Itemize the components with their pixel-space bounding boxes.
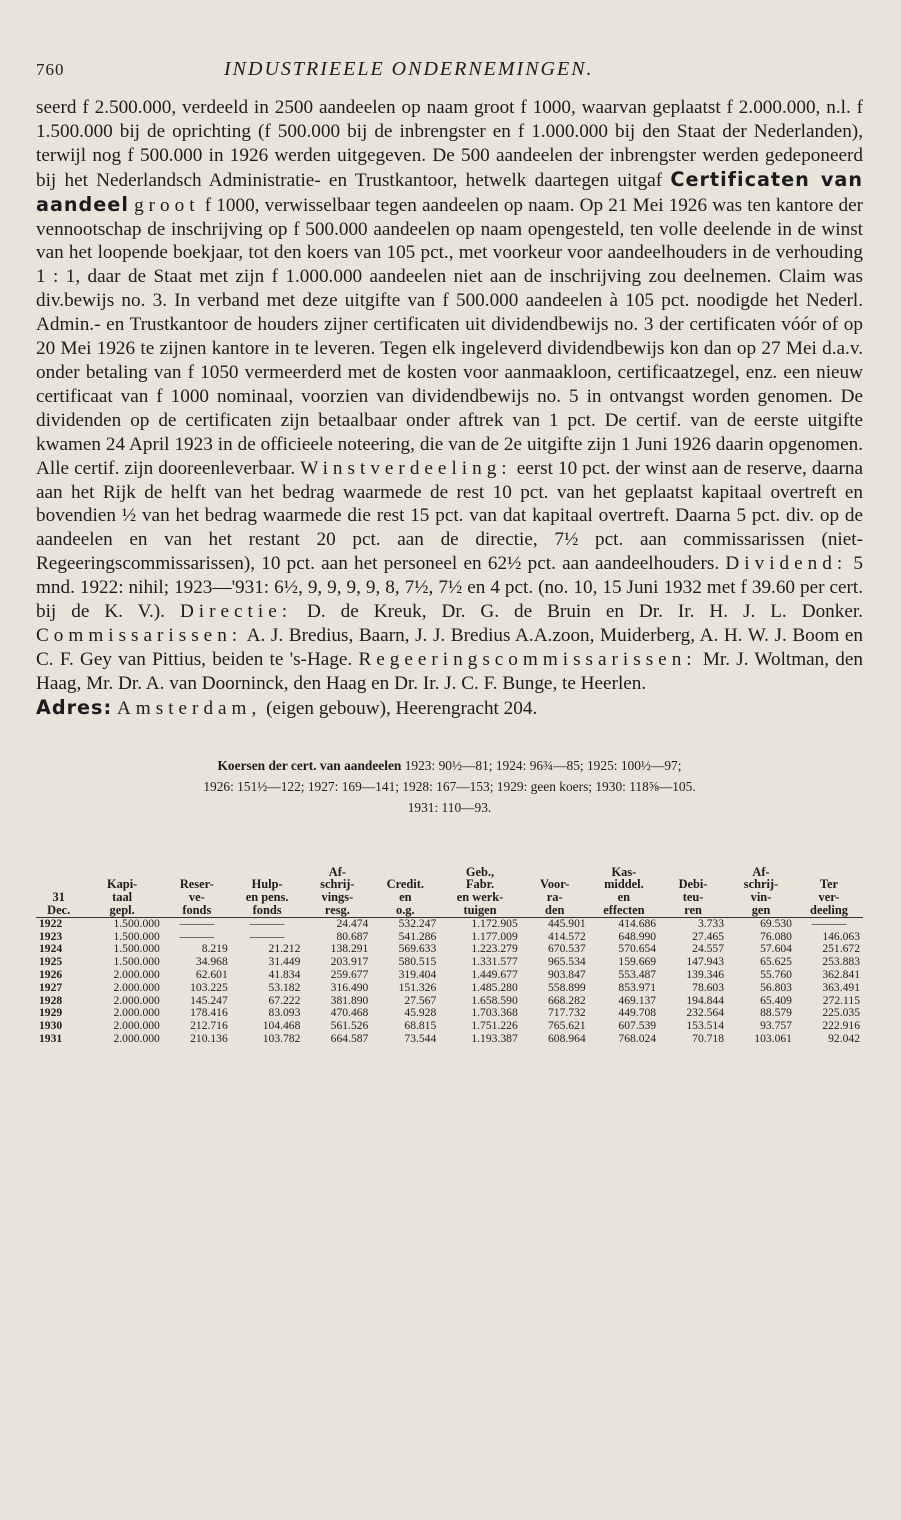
column-header: ren	[659, 904, 727, 917]
table-cell: 1.500.000	[113, 929, 160, 943]
column-header: ve-	[188, 890, 205, 905]
column-header	[36, 866, 81, 879]
table-cell: 138.291	[330, 942, 369, 956]
table-row	[36, 917, 863, 930]
table-cell: 2.000.000	[113, 993, 160, 1007]
text-segment: f 1000, verwisselbaar tegen aandeelen op naam. Op 21 Mei 1926 was ten kantore der vennootschap de inschrijving op f 500.000 aandeelen op naam opengesteld, ten volle deelende in de winst van het loopende boekjaar, tot den koers van 105 pct., met voorkeur voor aandeelhouders in de verhouding 1 : 1, daar de Staat met zijn f 1.000.000 aandeelen niet aan de inschrijving zou deelnemen. Claim was div.bewijs no. 3. In verband met deze uitgifte van f 500.000 aandeelen à 105 pct. noodigde het Nederl. Admin.- en Trustkantoor de houders zijner certificaten uit dividendbewijs no. 3 der certificaten vóór of op 20 Mei 1926 te zijnen kantore in te leveren. Tegen elk ingeleverd dividendbewijs kon dan op 27 Mei d.a.v. onder betaling van f 1050 vermeerderd met de kosten voor aanmaakloon, certificaatzegel, enz. een nieuw certificaat van f 1000 nominaal, voorzien van dividendbewijs no. 5 in ontvangst worden genomen. De dividenden op de certificaten zijn betaalbaar onder aftrek van 1 pct. De certif. van de eerste uitgifte kwamen 24 April 1923 in de officieele noteering, die van de 2e uitgifte zijn 1 Juni 1926 daarin opgenomen. Alle certif. zijn dooreenleverbaar.	[36, 194, 864, 479]
table-cell: 316.490	[330, 980, 369, 994]
koersen-line-1	[36, 755, 863, 776]
table-cell: 210.136	[190, 1031, 228, 1045]
table-cell: ———	[179, 929, 215, 943]
year-cell: 1926	[39, 967, 63, 981]
adres-label: Adres:	[36, 695, 113, 719]
adres-city: Amsterdam,	[116, 697, 262, 719]
table-cell: ———	[811, 916, 847, 930]
table-cell: 765.621	[547, 1019, 586, 1033]
table-cell: 69.530	[760, 916, 792, 930]
winstverdeeling-label: Winstverdeeling:	[300, 457, 512, 479]
table-cell: 73.544	[404, 1031, 437, 1045]
column-header: schrij-	[320, 877, 355, 892]
table-row	[36, 943, 863, 956]
column-header: Debi-	[678, 877, 708, 892]
koersen-line-2: 1926: 151½—122; 1927: 169—141; 1928: 167—153; 1929: geen koers; 1930: 118⅝—105.	[203, 778, 696, 794]
address-line	[36, 696, 863, 721]
column-header: vin-	[750, 890, 772, 905]
table-cell: 178.416	[190, 1006, 228, 1020]
dividend-label: Dividend:	[725, 553, 848, 575]
financial-table	[36, 866, 863, 1046]
table-cell: 1.449.677	[471, 967, 518, 981]
table-cell: 251.672	[822, 942, 860, 956]
table-row	[36, 995, 863, 1008]
table-cell: 570.654	[618, 942, 657, 956]
table-cell: 259.677	[330, 967, 369, 981]
column-header: en pens.	[245, 890, 289, 905]
table-row	[36, 931, 863, 944]
column-header: vings-	[321, 890, 354, 905]
column-header: effecten	[589, 904, 659, 917]
table-cell: 27.567	[404, 993, 437, 1007]
column-header: Reser-	[179, 877, 214, 892]
table-cell: 561.526	[330, 1019, 369, 1033]
table-cell: 272.115	[822, 993, 860, 1007]
table-cell: 203.917	[330, 955, 369, 969]
table-cell: 232.564	[686, 1006, 725, 1020]
table-cell: 153.514	[686, 1019, 725, 1033]
certificaten-heading: Certificaten van aandeel	[36, 167, 863, 216]
table-cell: 903.847	[547, 967, 586, 981]
table-cell: ———	[249, 929, 285, 943]
table-cell: 1.500.000	[113, 942, 160, 956]
table-cell: 31.449	[268, 955, 301, 969]
table-cell: 253.883	[822, 955, 860, 969]
table-row	[36, 982, 863, 995]
table-cell: 65.409	[760, 993, 792, 1007]
table-cell: 1.500.000	[113, 955, 160, 969]
column-header: o.g.	[371, 904, 439, 917]
table-row	[36, 1033, 863, 1046]
koersen-values-1: 1923: 90½—81; 1924: 96¾—85; 1925: 100½—97;	[404, 757, 682, 773]
table-cell: 151.326	[398, 980, 437, 994]
table-cell: 2.000.000	[113, 967, 160, 981]
table-cell: 668.282	[547, 993, 586, 1007]
table-row	[36, 969, 863, 982]
year-cell: 1925	[39, 955, 63, 969]
table-cell: 607.539	[618, 1019, 657, 1033]
column-header: Hulp-	[251, 877, 283, 892]
table-cell: 194.844	[686, 993, 725, 1007]
header-row	[36, 904, 863, 917]
column-header: teu-	[682, 890, 704, 905]
table-cell: 21.212	[268, 942, 301, 956]
column-header: en	[617, 890, 631, 905]
header-row	[36, 866, 863, 879]
year-cell: 1927	[39, 980, 63, 994]
table-row	[36, 1007, 863, 1020]
table-cell: ———	[249, 916, 285, 930]
table-cell: 664.587	[330, 1031, 369, 1045]
table-cell: 541.286	[398, 929, 437, 943]
table-cell: 212.716	[190, 1019, 228, 1033]
column-header: resg.	[303, 904, 371, 917]
table-cell: 717.732	[547, 1006, 586, 1020]
table-cell: 768.024	[618, 1031, 657, 1045]
table-cell: 363.491	[822, 980, 860, 994]
commissarissen-label: Commissarissen:	[36, 624, 243, 646]
koersen-label: Koersen der cert. van aandeelen	[217, 757, 402, 773]
table-cell: 103.061	[754, 1031, 792, 1045]
text-segment: 5 mnd. 1922: nihil; 1923—'931: 6½, 9, 9, 9, 9, 8, 7½, 7½ en 4 pct. (no. 10, 15 Juni 1932 met f 39.60 per cert. bij de K. V.).	[36, 553, 863, 623]
table-cell: 3.733	[697, 916, 725, 930]
table-cell: 2.000.000	[113, 1019, 160, 1033]
column-header: Kas-	[611, 864, 637, 879]
text-segment: eerst 10 pct. der winst aan de reserve, daarna aan het Rijk de helft van het bedrag waarmede de rest 10 pct. van het geplaatst kapitaal overtreft en bovendien ½ van het bedrag waarmede die rest 15 pct. van dat kapitaal overtreft. Daarna 5 pct. div. op de aandeelen en van het restant 20 pct. aan de directie, 7½ pct. aan commissarissen (niet-Regeeringscommissarissen), 10 pct. aan het personeel en 62½ pct. aan aandeelhouders.	[36, 457, 863, 575]
running-title: INDUSTRIEELE ONDERNEMINGEN.	[224, 58, 594, 80]
column-header: Dec.	[36, 904, 81, 917]
column-header: ra-	[546, 890, 563, 905]
table-cell: 93.757	[760, 1019, 792, 1033]
table-cell: 470.468	[330, 1006, 369, 1020]
year-cell: 1929	[39, 1006, 63, 1020]
table-cell: 532.247	[398, 916, 437, 930]
table-cell: 139.346	[686, 967, 725, 981]
table-cell: 670.537	[547, 942, 586, 956]
table-row	[36, 956, 863, 969]
column-header: en werk-	[456, 890, 504, 905]
table-cell: 965.534	[547, 955, 586, 969]
table-cell: 88.579	[760, 1006, 792, 1020]
table-header	[36, 866, 863, 918]
header-row	[36, 891, 863, 904]
column-header: den	[521, 904, 589, 917]
table-cell: 68.815	[404, 1019, 437, 1033]
table-cell: 449.708	[618, 1006, 657, 1020]
table-cell: 1.172.905	[471, 916, 518, 930]
table-cell: 569.633	[398, 942, 437, 956]
table-cell: 853.971	[618, 980, 657, 994]
table-cell: 53.182	[268, 980, 301, 994]
table-cell: 159.669	[618, 955, 657, 969]
table-cell: 57.604	[760, 942, 792, 956]
table-cell: 362.841	[822, 967, 860, 981]
running-header	[36, 52, 863, 86]
column-header: Kapi-	[106, 877, 138, 892]
table-cell: 648.990	[618, 929, 657, 943]
table-cell: 83.093	[268, 1006, 301, 1020]
spaced-word: groot	[134, 194, 200, 216]
table-cell: 414.686	[618, 916, 657, 930]
table-cell: 92.042	[828, 1031, 860, 1045]
column-header: 31	[52, 890, 65, 905]
year-cell: 1922	[39, 916, 63, 930]
table-cell: 558.899	[547, 980, 586, 994]
table-cell: 78.603	[692, 980, 725, 994]
column-header: gen	[727, 904, 795, 917]
page-number: 760	[36, 60, 65, 79]
table-cell: 445.901	[547, 916, 586, 930]
table-cell: 146.063	[822, 929, 860, 943]
table-cell: 45.928	[404, 1006, 437, 1020]
year-cell: 1923	[39, 929, 63, 943]
column-header: ver-	[818, 890, 840, 905]
table-cell: 34.968	[195, 955, 228, 969]
column-header: Fabr.	[465, 877, 495, 892]
table-cell: 62.601	[195, 967, 228, 981]
column-header: Voor-	[540, 877, 570, 892]
table-cell: 104.468	[262, 1019, 301, 1033]
table-cell: 414.572	[547, 929, 586, 943]
koersen-block	[36, 755, 863, 818]
directie-label: Directie:	[179, 601, 293, 623]
table-cell: 2.000.000	[113, 1031, 160, 1045]
column-header: fonds	[163, 904, 231, 917]
table-cell: 2.000.000	[113, 980, 160, 994]
table-cell: 24.557	[692, 942, 725, 956]
main-paragraph	[36, 96, 863, 696]
column-header: Credit.	[386, 877, 424, 892]
koersen-line-3: 1931: 110—93.	[407, 799, 492, 815]
column-header: schrij-	[743, 877, 779, 892]
table-cell: 553.487	[618, 967, 657, 981]
table-cell: 1.751.226	[471, 1019, 518, 1033]
table-cell: 65.625	[760, 955, 792, 969]
year-cell: 1924	[39, 942, 63, 956]
column-header: taal	[112, 890, 133, 905]
table-cell: ———	[179, 916, 215, 930]
table-row	[36, 1020, 863, 1033]
body-text	[36, 96, 863, 721]
table-cell: 1.703.368	[471, 1006, 518, 1020]
regeeringscommissarissen-label: Regeeringscommissarissen:	[358, 648, 697, 670]
table-cell: 56.803	[760, 980, 792, 994]
column-header: gepl.	[81, 904, 162, 917]
table-cell: 70.718	[692, 1031, 725, 1045]
table-cell: 8.219	[201, 942, 228, 956]
table-cell: 381.890	[330, 993, 369, 1007]
column-header: deeling	[795, 904, 863, 917]
table-cell: 41.834	[268, 967, 301, 981]
table-cell: 1.331.577	[471, 955, 518, 969]
table-body	[36, 917, 863, 1045]
table-cell: 1.658.590	[471, 993, 518, 1007]
table-cell: 580.515	[398, 955, 437, 969]
text-segment: seerd f 2.500.000, verdeeld in 2500 aandeelen op naam groot f 1000, waarvan geplaatst f 2.000.000, n.l. f 1.500.000 bij de oprichting (f 500.000 bij de inbrengster en f 1.000.000 bij den Staat der Nederlanden), terwijl nog f 500.000 in 1926 werden uitgegeven. De 500 aandeelen der inbrengster werden gedeponeerd bij het Nederlandsch Administratie- en Trustkantoor, hetwelk daartegen uitgaf	[36, 97, 863, 191]
column-header: Af-	[328, 864, 346, 879]
table-cell: 608.964	[547, 1031, 586, 1045]
table-cell: 222.916	[822, 1019, 860, 1033]
column-header: fonds	[231, 904, 304, 917]
column-header: Geb.,	[465, 864, 495, 879]
table-cell: 145.247	[190, 993, 228, 1007]
year-cell: 1928	[39, 993, 63, 1007]
column-header: en	[399, 890, 412, 905]
table-cell: 76.080	[760, 929, 792, 943]
table-cell: 103.782	[262, 1031, 301, 1045]
year-cell: 1931	[39, 1031, 63, 1045]
header-row	[36, 878, 863, 891]
adres-rest: (eigen gebouw), Heerengracht 204.	[261, 697, 538, 719]
table-cell: 27.465	[692, 929, 725, 943]
table-cell: 2.000.000	[113, 1006, 160, 1020]
text-segment: D. de Kreuk, Dr. G. de Bruin en Dr. Ir. H. J. L. Donker.	[292, 601, 863, 623]
table-cell: 1.485.280	[471, 980, 518, 994]
column-header: tuigen	[439, 904, 520, 917]
table-cell: 225.035	[822, 1006, 860, 1020]
table-cell: 55.760	[760, 967, 792, 981]
table-cell: 1.223.279	[471, 942, 518, 956]
text-segment: Mr. J. Woltman, den Haag, Mr. Dr. A. van Doorninck, den Haag en Dr. Ir. J. C. F. Bunge, te Heerlen.	[36, 648, 864, 694]
text-segment: A. J. Bredius, Baarn, J. J. Bredius A.A.zoon, Muiderberg, A. H. W. J. Boom en C. F. Gey van Pittius, beiden te 's-Hage.	[36, 624, 863, 670]
table-cell: 319.404	[398, 967, 437, 981]
table-cell: 1.500.000	[113, 916, 160, 930]
table-cell: 67.222	[268, 993, 301, 1007]
table-cell: 1.177.009	[471, 929, 518, 943]
table-cell: 1.193.387	[471, 1031, 518, 1045]
table-cell: 147.943	[686, 955, 725, 969]
year-cell: 1930	[39, 1019, 63, 1033]
table-cell: 103.225	[190, 980, 228, 994]
column-header: middel.	[604, 877, 644, 892]
column-header: Af-	[752, 864, 770, 879]
table-cell: 24.474	[336, 916, 369, 930]
column-header: Ter	[819, 877, 839, 892]
table-cell: 469.137	[618, 993, 657, 1007]
table-cell: 80.687	[336, 929, 369, 943]
